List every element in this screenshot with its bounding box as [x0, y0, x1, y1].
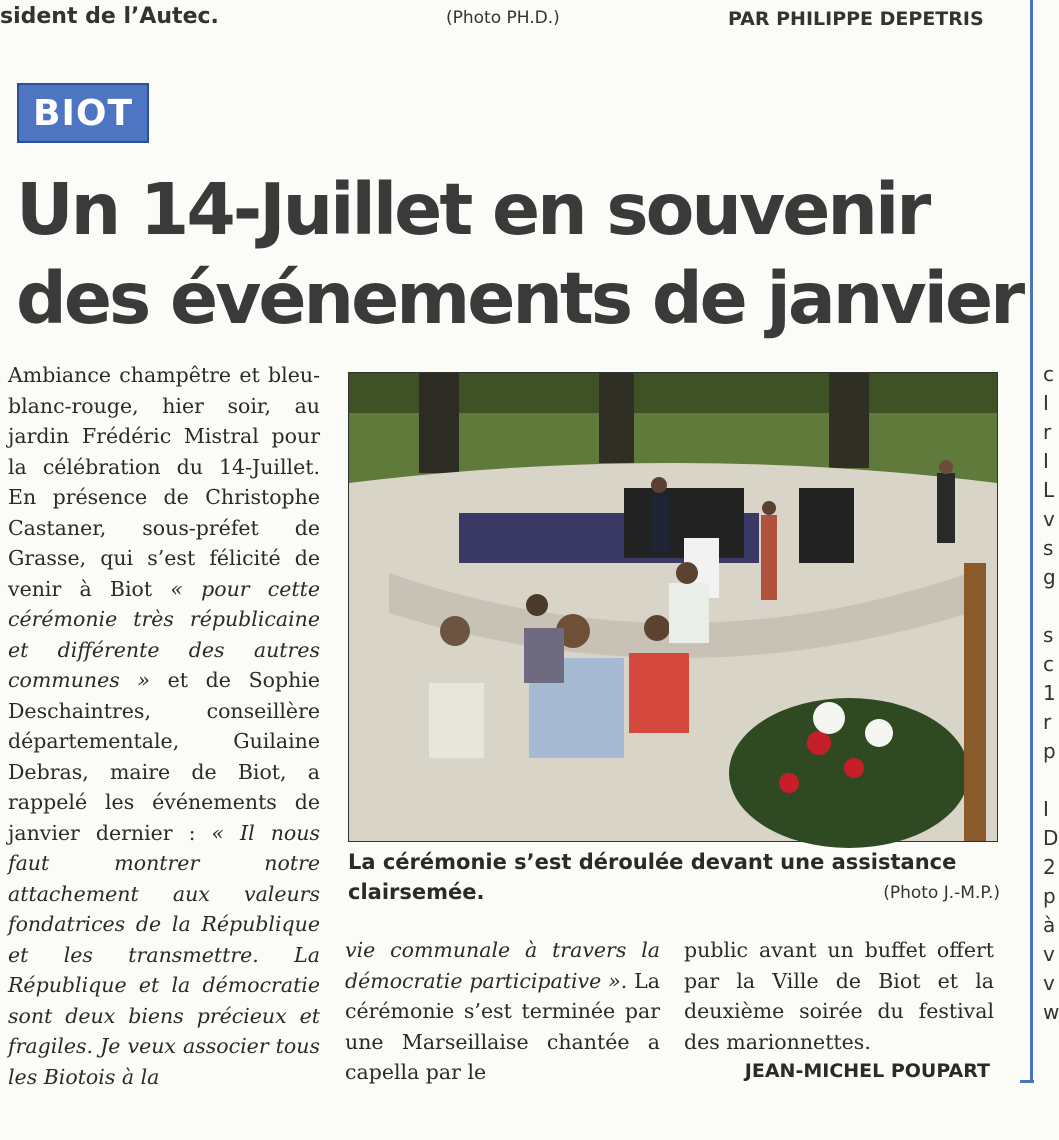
edge-letter: v [1043, 507, 1055, 531]
body-text: et de Sophie Deschaintres, conseillère départementale, Guilaine Debras, maire de Biot, a rappelé les événements de janvier dernier : [8, 668, 320, 845]
edge-letter: I [1043, 391, 1049, 415]
body-paragraph-3: public avant un buffet offert par la Ville de Biot et la deuxième soirée du festival des marionnettes. [684, 938, 994, 1054]
edge-letter: 2 [1043, 855, 1056, 879]
quote-text: vie communale à travers la démocratie participative ». [345, 938, 660, 993]
edge-letter: p [1043, 739, 1056, 763]
edge-letter: s [1043, 623, 1054, 647]
previous-article-fragment: sident de l’Autec. [0, 4, 219, 29]
edge-letter [1043, 766, 1053, 795]
edge-letter: c [1043, 362, 1054, 386]
ceremony-photo-image [349, 373, 997, 841]
adjacent-column-edge [1043, 360, 1059, 1027]
body-column-1 [8, 360, 320, 1092]
ceremony-photo [348, 372, 998, 842]
column-divider-foot [1020, 1080, 1034, 1083]
edge-letter: v [1043, 971, 1055, 995]
photo-credit: (Photo J.-M.P.) [883, 883, 1000, 903]
edge-letter: p [1043, 884, 1056, 908]
body-column-2 [345, 935, 660, 1088]
previous-article-byline: PAR PHILIPPE DEPETRIS [728, 8, 984, 30]
headline-line-1: Un 14-Juillet en souvenir [16, 168, 929, 251]
edge-letter: v [1043, 942, 1055, 966]
body-paragraph-1 [8, 360, 320, 1092]
column-divider [1030, 0, 1033, 1082]
edge-letter: 1 [1043, 681, 1056, 705]
edge-letter [1043, 592, 1053, 621]
headline [16, 165, 1026, 343]
edge-letter: r [1043, 710, 1052, 734]
edge-letter: I [1043, 449, 1049, 473]
previous-photo-credit: (Photo PH.D.) [446, 8, 560, 28]
edge-letter: I [1043, 797, 1049, 821]
author-signature: JEAN-MICHEL POUPART [744, 1060, 990, 1082]
edge-letter: D [1043, 826, 1059, 850]
quote-text: « pour cette cérémonie très républicaine et différente des autres communes » [8, 576, 321, 692]
edge-letter: c [1043, 652, 1054, 676]
headline-line-2: des événements de janvier [16, 257, 1023, 340]
edge-letter: w [1043, 1000, 1059, 1024]
body-text: Ambiance champêtre et bleu-blanc-rouge, hier soir, au jardin Frédéric Mistral pour la célébration du 14-Juillet. En présence de Christophe Castaner, sous-préfet de Grasse, qui s’est félicité de venir à Biot [8, 363, 320, 601]
body-text: La cérémonie s’est terminée par une Marseillaise chantée a capella par le [345, 968, 660, 1084]
edge-letter: s [1043, 536, 1054, 560]
edge-letter: L [1043, 478, 1055, 502]
body-column-3 [684, 935, 994, 1057]
edge-letter: à [1043, 913, 1056, 937]
quote-text: « Il nous faut montrer notre attachement aux valeurs fondatrices de la République et les transmettre. La République et la démocratie sont deux biens précieux et fragiles. Je veux associer tous les Biotois à la [8, 820, 320, 1089]
photo-caption: La cérémonie s’est déroulée devant une assistance clairsemée. [348, 850, 957, 904]
section-tag: BIOT [17, 83, 149, 143]
edge-letter: r [1043, 420, 1052, 444]
body-paragraph-2 [345, 935, 660, 1088]
edge-letter: g [1043, 565, 1056, 589]
